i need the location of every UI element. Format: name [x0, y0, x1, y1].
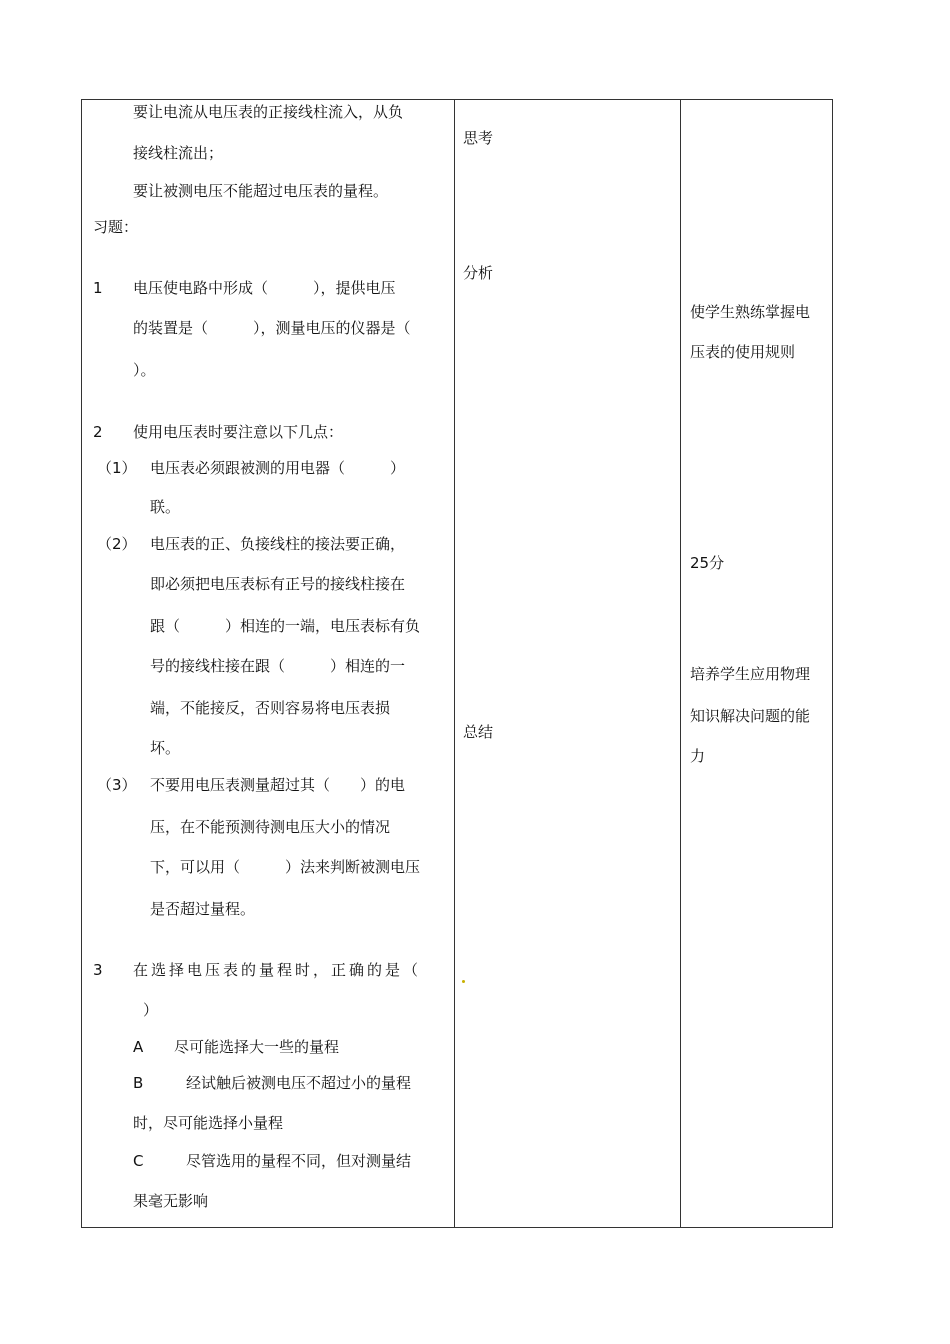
- column-divider-1: [454, 100, 455, 1227]
- q2-item2-line-2: 即必须把电压表标有正号的接线柱接在: [150, 575, 406, 593]
- q1-line-1: 电压使电路中形成（ ），提供电压: [133, 279, 396, 297]
- q1-number: 1: [93, 279, 103, 297]
- q3-option-b-line-1: 经试触后被测电压不超过小的量程: [186, 1074, 412, 1092]
- q1-line-3: ）。: [133, 361, 156, 379]
- q2-item2-line-5: 端，不能接反，否则容易将电压表损: [150, 699, 391, 717]
- label-analyze: 分析: [463, 264, 494, 282]
- q2-item2-line-6: 坏。: [150, 739, 181, 757]
- goal2-line-1: 培养学生应用物理: [690, 665, 811, 683]
- stray-dot: [462, 980, 465, 983]
- q3-option-c-label: C: [133, 1152, 144, 1170]
- intro-line-3: 要让被测电压不能超过电压表的量程。: [133, 182, 389, 200]
- q3-option-a-line-1: 尽可能选择大一些的量程: [174, 1038, 340, 1056]
- label-think: 思考: [463, 129, 494, 147]
- q3-option-c-line-2: 果毫无影响: [133, 1192, 209, 1210]
- goal1-line-1: 使学生熟练掌握电: [690, 303, 811, 321]
- q3-line-2: ）: [143, 1001, 159, 1019]
- q2-stem: 使用电压表时要注意以下几点：: [133, 423, 344, 441]
- q2-item1-number: （1）: [97, 459, 137, 477]
- label-summary: 总结: [463, 723, 494, 741]
- q2-item2-line-4: 号的接线柱接在跟（ ）相连的一: [150, 657, 406, 675]
- column-divider-2: [680, 100, 681, 1227]
- q2-item3-line-3: 下，可以用（ ）法来判断被测电压: [150, 858, 421, 876]
- q3-option-b-label: B: [133, 1074, 144, 1092]
- goal1-line-2: 压表的使用规则: [690, 343, 796, 361]
- q3-number: 3: [93, 961, 103, 979]
- q3-option-a-label: A: [133, 1038, 144, 1056]
- q2-item1-line-1: 电压表必须跟被测的用电器（ ）: [150, 459, 406, 477]
- q2-item3-number: （3）: [97, 776, 137, 794]
- q2-item1-line-2: 联。: [150, 498, 181, 516]
- time-allocation: 25分: [690, 554, 725, 572]
- goal2-line-3: 力: [690, 747, 706, 765]
- q3-line-1: 在选择电压表的量程时，正确的是（: [133, 961, 422, 979]
- intro-line-1: 要让电流从电压表的正接线柱流入，从负: [133, 103, 404, 121]
- q2-item2-line-1: 电压表的正、负接线柱的接法要正确，: [150, 535, 406, 553]
- q2-item2-line-3: 跟（ ）相连的一端，电压表标有负: [150, 617, 421, 635]
- q2-number: 2: [93, 423, 103, 441]
- intro-line-2: 接线柱流出；: [133, 144, 224, 162]
- q3-option-b-line-2: 时，尽可能选择小量程: [133, 1114, 284, 1132]
- q2-item3-line-4: 是否超过量程。: [150, 900, 256, 918]
- q3-option-c-line-1: 尽管选用的量程不同，但对测量结: [186, 1152, 412, 1170]
- q2-item2-number: （2）: [97, 535, 137, 553]
- goal2-line-2: 知识解决问题的能: [690, 707, 811, 725]
- q1-line-2: 的装置是（ ），测量电压的仪器是（: [133, 319, 411, 337]
- q2-item3-line-2: 压，在不能预测待测电压大小的情况: [150, 818, 391, 836]
- q2-item3-line-1: 不要用电压表测量超过其（ ）的电: [150, 776, 406, 794]
- exercise-heading: 习题：: [93, 218, 139, 236]
